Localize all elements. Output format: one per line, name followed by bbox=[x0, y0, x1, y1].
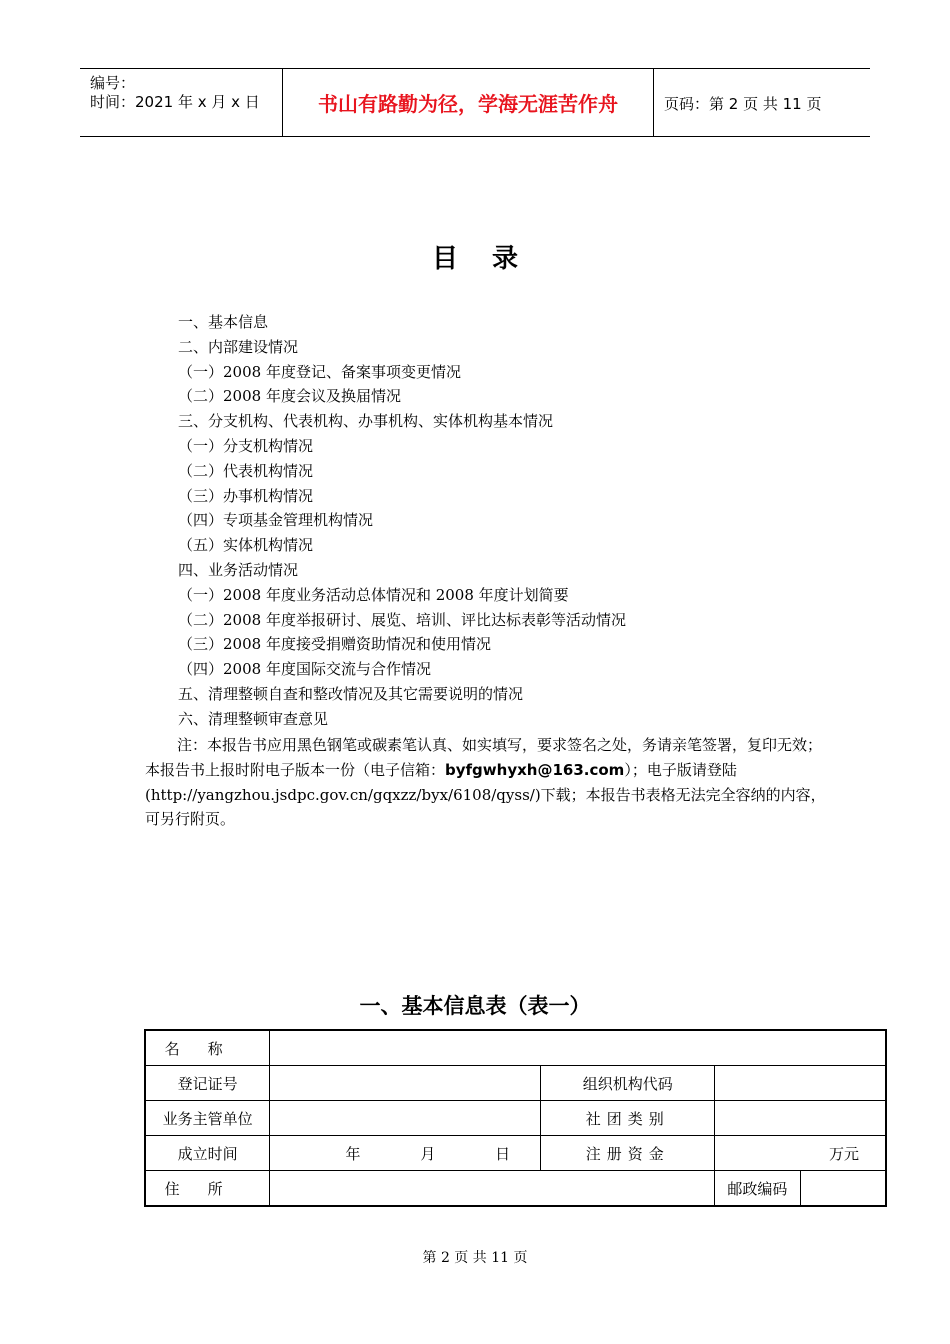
table-row bbox=[145, 1030, 886, 1066]
header-motto: 书山有路勤为径，学海无涯苦作舟 bbox=[283, 69, 654, 136]
day-label: 日 bbox=[495, 1144, 511, 1163]
toc-item: （一）2008 年度业务活动总体情况和 2008 年度计划简要 bbox=[178, 585, 569, 604]
postcode-value[interactable] bbox=[800, 1171, 886, 1207]
page-footer: 第 2 页 共 11 页 bbox=[422, 1250, 528, 1266]
document-number: 编号： bbox=[90, 74, 136, 92]
toc-item: 五、清理整顿自查和整改情况及其它需要说明的情况 bbox=[178, 684, 524, 703]
toc-item: 六、清理整顿审查意见 bbox=[178, 709, 329, 728]
header-page-info: 页码：第 2 页 共 11 页 bbox=[664, 95, 822, 113]
name-label: 名称 bbox=[145, 1030, 270, 1066]
basic-info-table bbox=[144, 1029, 887, 1207]
toc-title: 目录 bbox=[431, 244, 552, 274]
month-label: 月 bbox=[420, 1144, 436, 1163]
type-value[interactable] bbox=[714, 1101, 886, 1136]
toc-item: （五）实体机构情况 bbox=[178, 536, 314, 555]
table-row bbox=[145, 1066, 886, 1101]
filling-note bbox=[145, 733, 835, 832]
supervisor-label: 业务主管单位 bbox=[145, 1101, 270, 1136]
founded-label: 成立时间 bbox=[145, 1136, 270, 1171]
year-label: 年 bbox=[345, 1144, 361, 1163]
capital-value[interactable] bbox=[714, 1136, 886, 1171]
note-text: 注：本报告书应用黑色钢笔或碳素笔认真、如实填写，要求签名之处，务请亲笔签署，复印无效；本报告书上报时附电子版本一份（电子信箱： bbox=[145, 736, 823, 779]
toc-item: （三）办事机构情况 bbox=[178, 486, 314, 505]
toc-item: （二）2008 年度举报研讨、展览、培训、评比达标表彰等活动情况 bbox=[178, 610, 626, 629]
toc-item: （四）2008 年度国际交流与合作情况 bbox=[178, 660, 431, 679]
capital-unit: 万元 bbox=[828, 1144, 859, 1163]
toc-item: 三、分支机构、代表机构、办事机构、实体机构基本情况 bbox=[178, 412, 554, 431]
toc-item: （四）专项基金管理机构情况 bbox=[178, 511, 374, 530]
org-code-label: 组织机构代码 bbox=[541, 1066, 714, 1101]
document-date: 时间：2021 年 x 月 x 日 bbox=[90, 93, 260, 111]
reg-no-label: 登记证号 bbox=[145, 1066, 270, 1101]
toc-item: 四、业务活动情况 bbox=[178, 560, 299, 579]
founded-value[interactable] bbox=[270, 1136, 541, 1171]
type-label: 社团类别 bbox=[541, 1101, 714, 1136]
table-row bbox=[145, 1101, 886, 1136]
name-value[interactable] bbox=[270, 1030, 886, 1066]
toc-item: （一）分支机构情况 bbox=[178, 436, 314, 455]
basic-info-title: 一、基本信息表（表一） bbox=[359, 994, 591, 1018]
toc-item: （一）2008 年度登记、备案事项变更情况 bbox=[178, 362, 461, 381]
supervisor-value[interactable] bbox=[270, 1101, 541, 1136]
toc-item: 二、内部建设情况 bbox=[178, 337, 299, 356]
reg-no-value[interactable] bbox=[270, 1066, 541, 1101]
org-code-value[interactable] bbox=[714, 1066, 886, 1101]
address-label: 住所 bbox=[145, 1171, 270, 1207]
toc-item: （三）2008 年度接受捐赠资助情况和使用情况 bbox=[178, 635, 491, 654]
toc-list bbox=[178, 310, 626, 732]
toc-item: 一、基本信息 bbox=[178, 313, 269, 331]
note-text-2: ）；电子版请登陆(http://yangzhou.jsdpc.gov.cn/gqxzz/byx/6108/qyss/)下载；本报告书表格无法完全容纳的内容，可另行附页。 bbox=[145, 760, 826, 829]
capital-label: 注册资金 bbox=[541, 1136, 714, 1171]
postcode-label: 邮政编码 bbox=[714, 1171, 800, 1207]
note-email: byfgwhyxh@163.com bbox=[445, 760, 625, 779]
page-header bbox=[80, 68, 870, 137]
table-row bbox=[145, 1171, 886, 1207]
toc-item: （二）2008 年度会议及换届情况 bbox=[178, 387, 401, 406]
address-value[interactable] bbox=[270, 1171, 715, 1207]
toc-item: （二）代表机构情况 bbox=[178, 461, 314, 480]
table-row bbox=[145, 1136, 886, 1171]
header-meta bbox=[80, 69, 283, 136]
